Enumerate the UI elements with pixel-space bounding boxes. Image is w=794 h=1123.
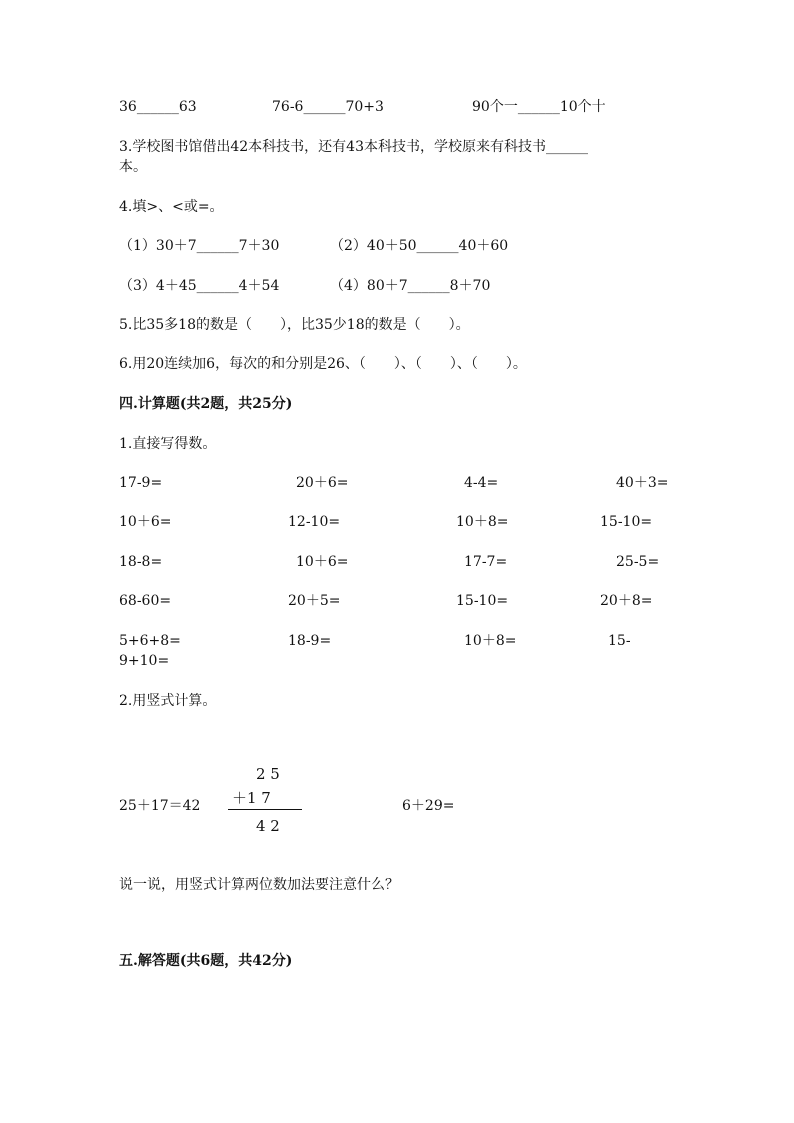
vertical-middle-number: ＋1 7: [232, 789, 271, 807]
q4-item-4: （4）80＋7______8＋70: [330, 278, 491, 294]
q5-text: 5.比35多18的数是（ ），比35少18的数是（ ）。: [119, 317, 470, 333]
compare-item-2: 76-6______70+3: [272, 99, 384, 115]
exercise-r4-c1: 68-60=: [119, 593, 172, 609]
q6-text: 6.用20连续加6，每次的和分别是26、（ ）、（ ）、（ ）。: [119, 356, 527, 372]
exercise-r3-c1: 18-8=: [119, 554, 163, 570]
exercise-r1-c1: 17-9=: [119, 475, 163, 491]
exercise-r5-c2: 18-9=: [288, 633, 332, 649]
vertical-calc-title: 2.用竖式计算。: [119, 693, 217, 709]
exercise-r4-c3: 15-10=: [456, 593, 509, 609]
exercise-r1-c2: 20＋6=: [296, 475, 349, 491]
exercise-r1-c3: 4-4=: [464, 475, 499, 491]
vertical-task: 6＋29=: [402, 798, 455, 814]
q3-line-1: 3.学校图书馆借出42本科技书，还有43本科技书，学校原来有科技书______: [119, 139, 588, 155]
exercise-r5-c4: 15-: [608, 633, 631, 649]
exercise-r4-c2: 20＋5=: [288, 593, 341, 609]
compare-item-1: 36______63: [119, 99, 197, 115]
exercise-wrap-line: 9+10=: [119, 653, 170, 669]
q4-item-3: （3）4＋45______4＋54: [119, 278, 280, 294]
compare-item-3: 90个一______10个十: [472, 99, 606, 115]
exercise-r3-c3: 17-7=: [464, 554, 508, 570]
q4-item-1: （1）30＋7______7＋30: [119, 238, 280, 254]
exercise-r5-c1: 5+6+8=: [119, 633, 181, 649]
exercise-r4-c4: 20＋8=: [600, 593, 653, 609]
section-4-heading: 四.计算题(共2题，共25分): [119, 396, 293, 412]
exercise-r3-c4: 25-5=: [616, 554, 660, 570]
section-5-heading: 五.解答题(共6题，共42分): [119, 953, 293, 969]
q4-title: 4.填>、<或=。: [119, 199, 224, 215]
exercise-r3-c2: 10＋6=: [296, 554, 349, 570]
exercise-r2-c4: 15-10=: [600, 514, 653, 530]
example-equation: 25＋17＝42: [119, 798, 201, 814]
direct-answer-title: 1.直接写得数。: [119, 436, 217, 452]
exercise-r5-c3: 10＋8=: [464, 633, 517, 649]
vertical-sum-line: [228, 809, 302, 810]
q4-item-2: （2）40＋50______40＋60: [330, 238, 509, 254]
vertical-addition-example: [224, 762, 306, 838]
exercise-r1-c4: 40＋3=: [616, 475, 669, 491]
q3-line-2: 本。: [119, 159, 147, 175]
exercise-r2-c3: 10＋8=: [456, 514, 509, 530]
vertical-top-number: 2 5: [256, 765, 280, 783]
exercise-r2-c1: 10＋6=: [119, 514, 172, 530]
vertical-result-number: 4 2: [256, 817, 280, 835]
followup-question: 说一说，用竖式计算两位数加法要注意什么？: [119, 877, 399, 893]
exercise-r2-c2: 12-10=: [288, 514, 341, 530]
